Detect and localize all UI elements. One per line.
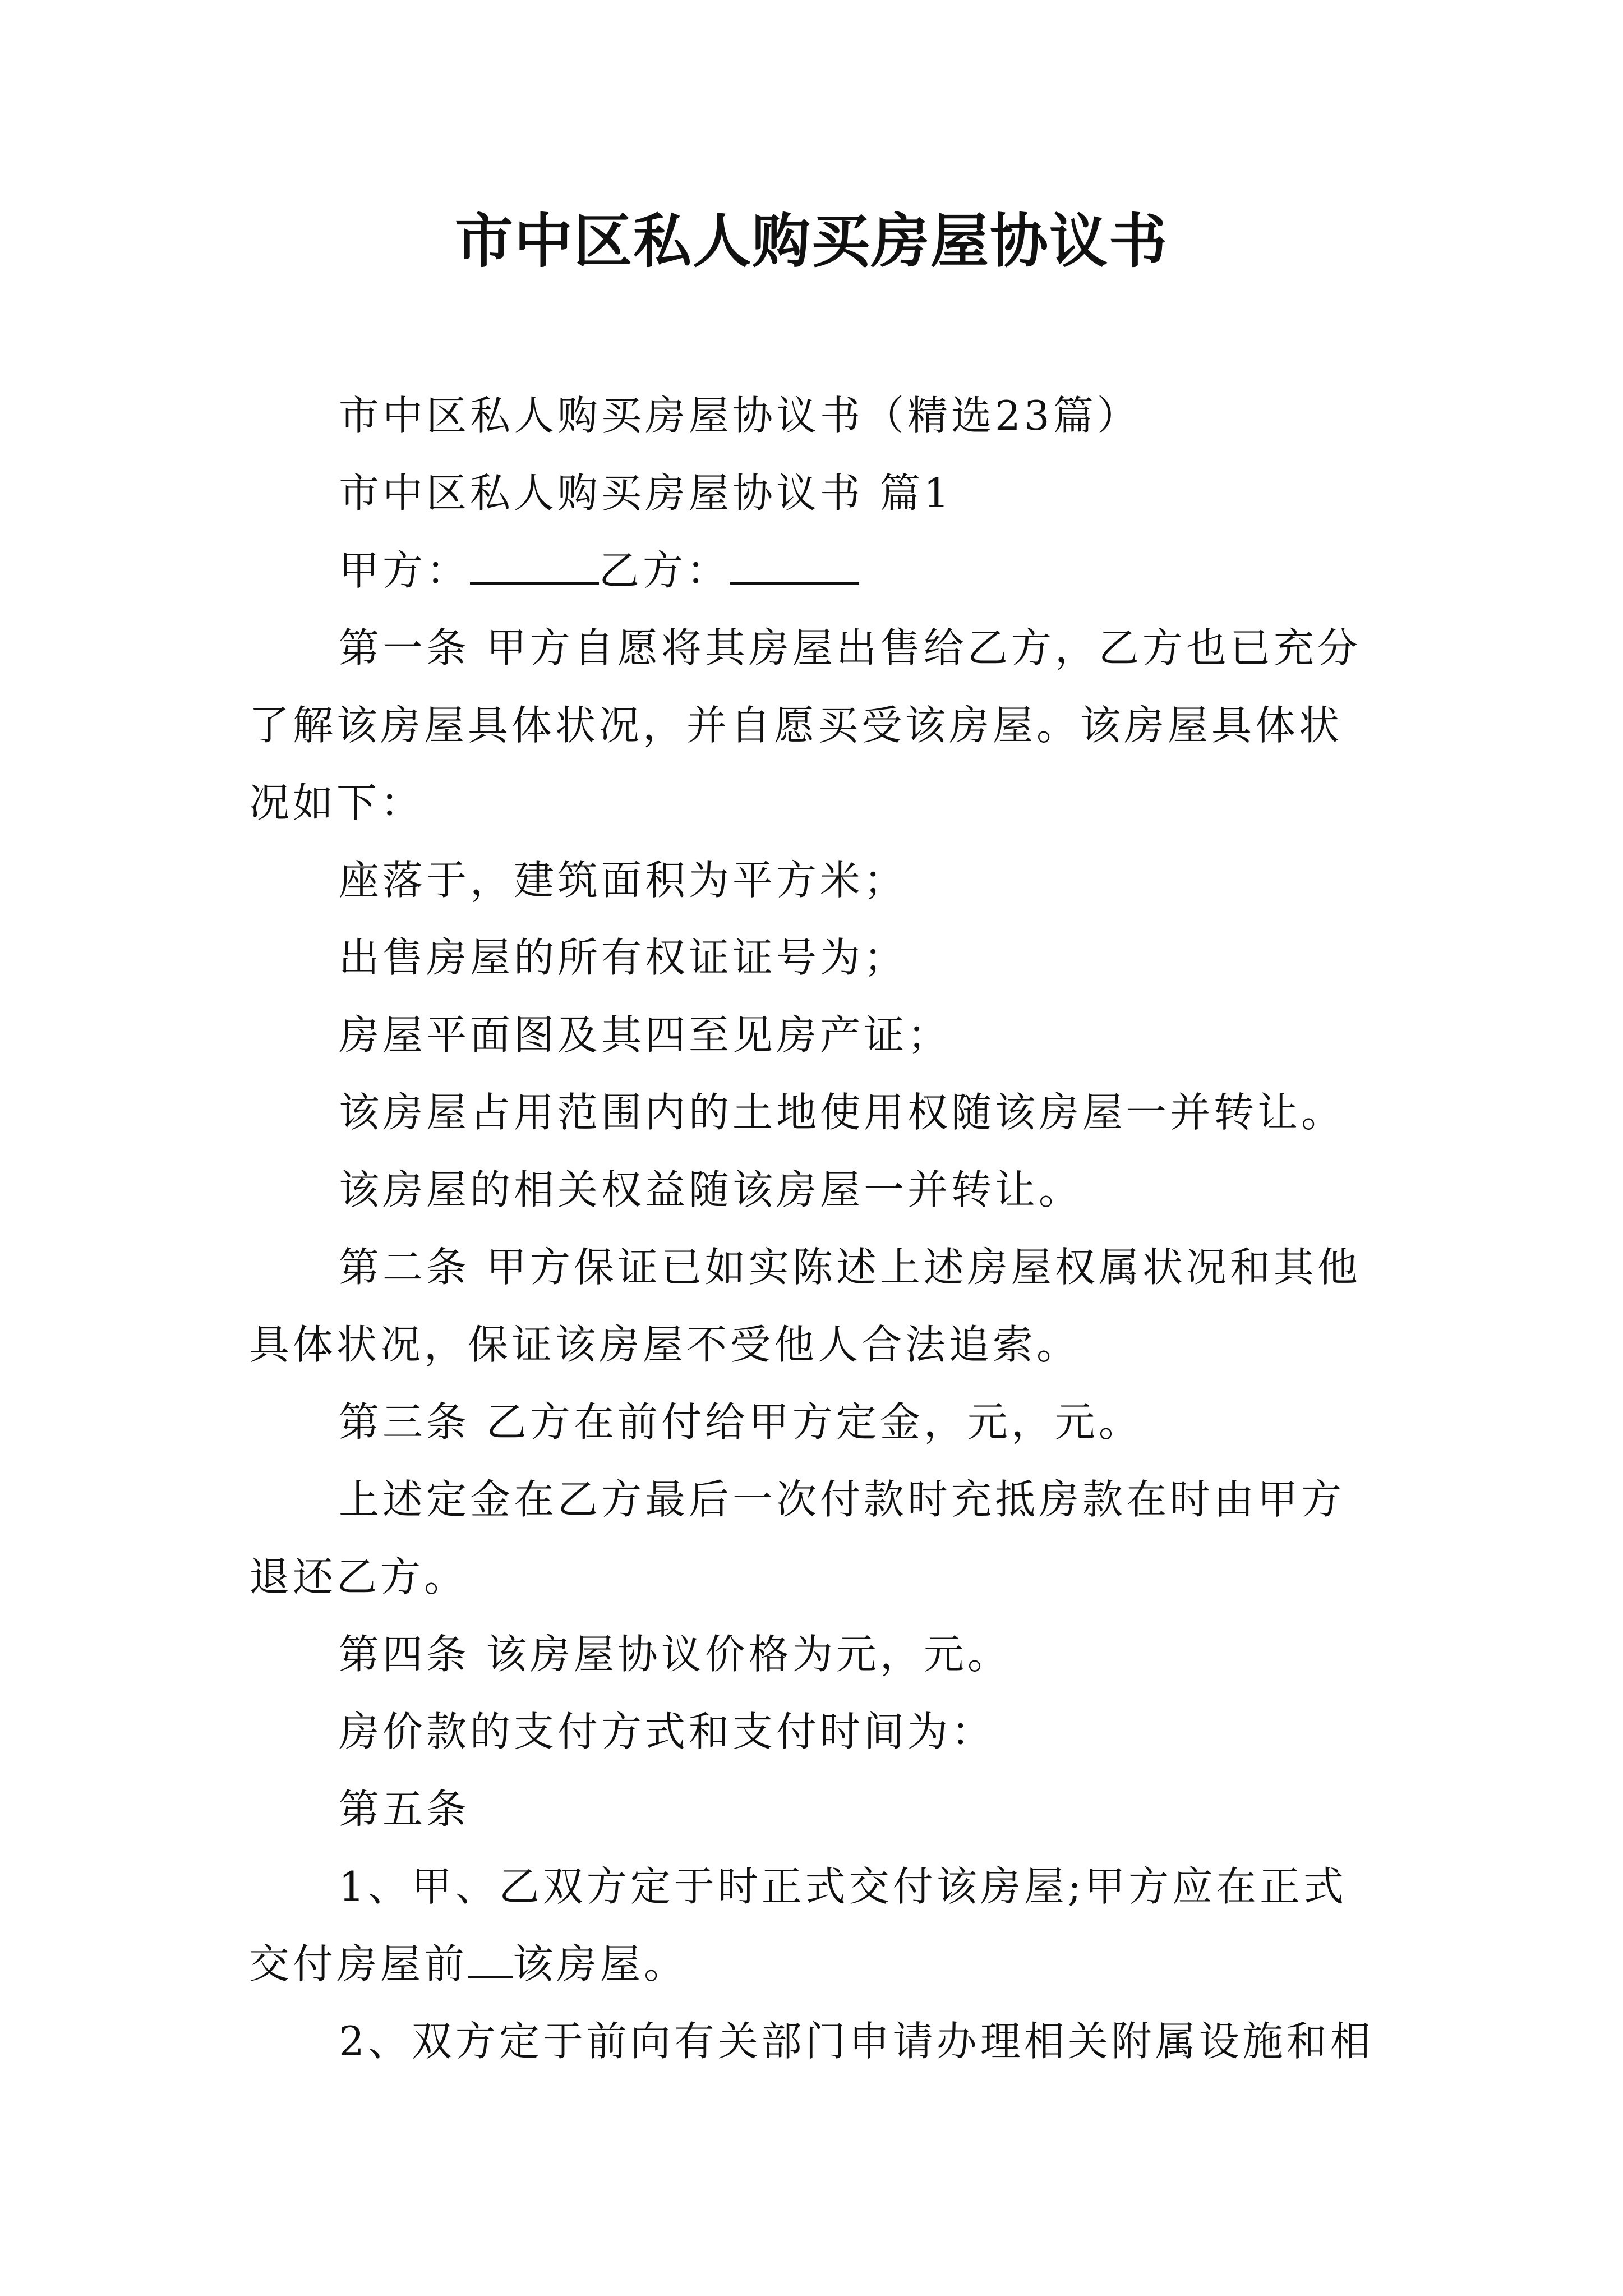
clause-1-text: 1、甲、乙双方定于时正式交付该房屋;甲方应在正式交付房屋前	[249, 1863, 1348, 1987]
paragraph-article-1: 第一条 甲方自愿将其房屋出售给乙方，乙方也已充分了解该房屋具体状况，并自愿买受该房屋。该房屋具体状况如下：	[249, 624, 1361, 826]
party-a-label: 甲方：	[339, 547, 471, 594]
paragraph-land-use: 该房屋占用范围内的土地使用权随该房屋一并转让。	[339, 1089, 1345, 1136]
document-body	[249, 377, 1382, 2080]
paragraph-payment: 房价款的支付方式和支付时间为：	[339, 1708, 995, 1755]
paragraph-subtitle: 市中区私人购买房屋协议书（精选23篇）	[339, 392, 1141, 439]
clause-1-blank	[468, 1942, 513, 1978]
party-a-blank	[470, 549, 599, 585]
paragraph-parties	[249, 532, 1382, 609]
paragraph-deposit: 上述定金在乙方最后一次付款时充抵房款在时由甲方退还乙方。	[249, 1476, 1345, 1600]
party-b-label: 乙方：	[599, 547, 731, 594]
paragraph-floor-plan: 房屋平面图及其四至见房产证；	[339, 1011, 952, 1059]
paragraph-article-2: 第二条 甲方保证已如实陈述上述房屋权属状况和其他具体状况，保证该房屋不受他人合法追索。	[249, 1244, 1361, 1368]
paragraph-rights: 该房屋的相关权益随该房屋一并转让。	[339, 1166, 1083, 1213]
paragraph-clause-2: 2、双方定于前向有关部门申请办理相关附属设施和相	[339, 2018, 1374, 2065]
party-b-blank	[730, 549, 859, 585]
paragraph-article-3: 第三条 乙方在前付给甲方定金，元，元。	[339, 1398, 1142, 1446]
paragraph-location: 座落于，建筑面积为平方米；	[339, 857, 908, 904]
paragraph-article-5: 第五条	[339, 1786, 471, 1833]
clause-1-tail: 该房屋。	[513, 1940, 688, 1987]
paragraph-certificate: 出售房屋的所有权证证号为；	[339, 934, 908, 981]
paragraph-section-heading: 市中区私人购买房屋协议书 篇1	[339, 470, 953, 517]
document-title: 市中区私人购买房屋协议书	[454, 206, 1168, 275]
paragraph-clause-1	[249, 1848, 1382, 2003]
paragraph-article-4: 第四条 该房屋协议价格为元，元。	[339, 1631, 1011, 1678]
